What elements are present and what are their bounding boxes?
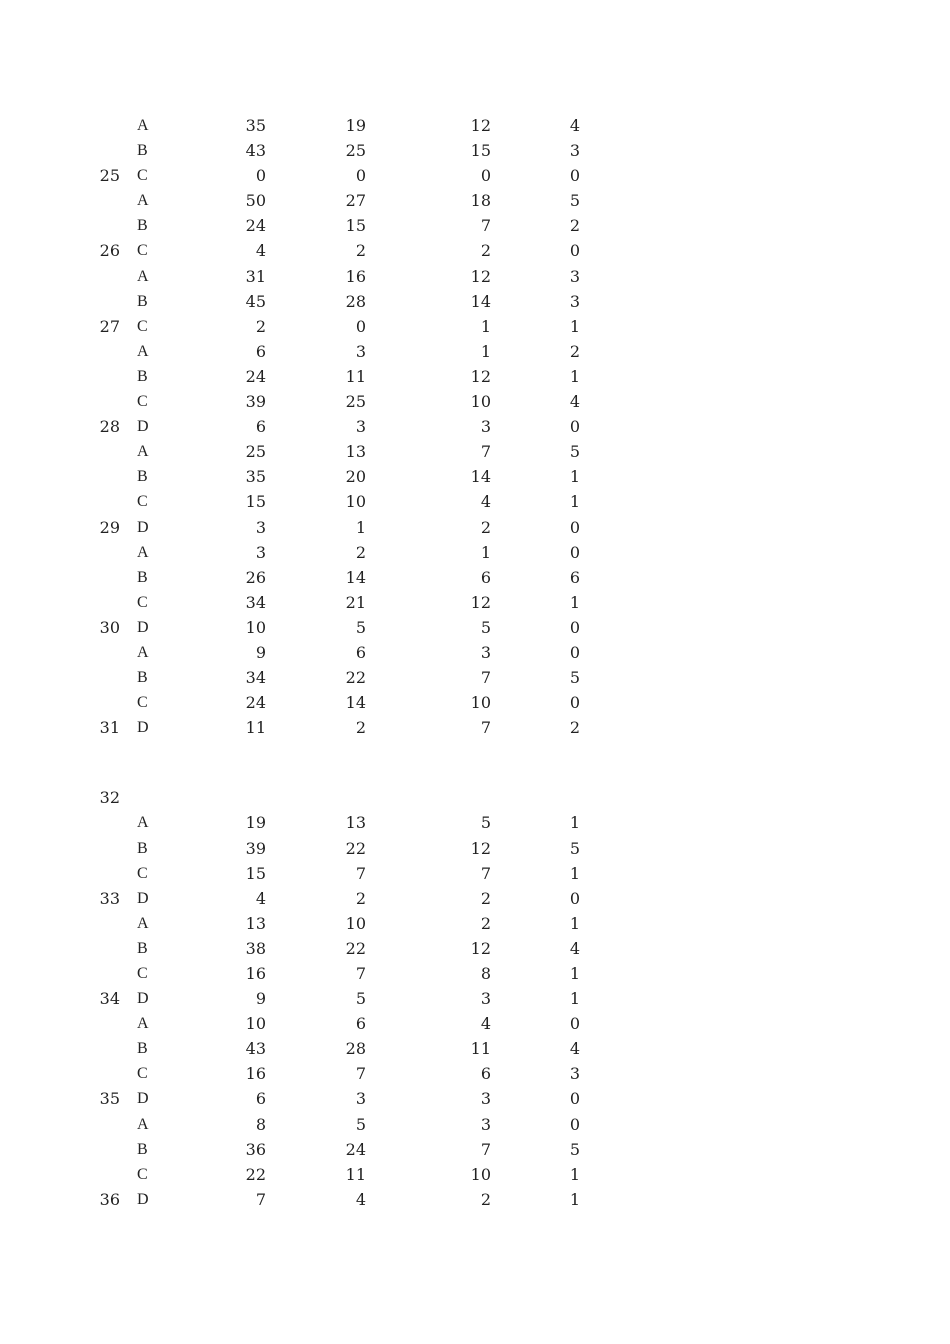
- value-cell-2: 16: [345, 266, 366, 286]
- table-row: [0, 715, 950, 740]
- data-table: [0, 113, 950, 1212]
- value-cell-2: 14: [345, 693, 366, 713]
- value-cell-1: 7: [255, 1189, 266, 1209]
- option-letter: C: [137, 393, 148, 411]
- table-row: [0, 138, 950, 163]
- value-cell-4: 1: [569, 467, 580, 487]
- table-row: [0, 961, 950, 986]
- table-row: [0, 911, 950, 936]
- value-cell-4: 5: [569, 838, 580, 858]
- value-cell-1: 35: [245, 116, 266, 135]
- option-letter: D: [137, 618, 149, 636]
- value-cell-1: 9: [255, 989, 266, 1009]
- value-cell-4: 1: [569, 813, 580, 833]
- value-cell-2: 11: [345, 366, 366, 386]
- option-letter: B: [137, 468, 148, 486]
- question-number: 34: [99, 989, 120, 1009]
- value-cell-2: 5: [355, 617, 366, 637]
- option-letter: D: [137, 1190, 149, 1208]
- value-cell-1: 34: [245, 592, 266, 612]
- value-cell-4: 0: [569, 693, 580, 713]
- value-cell-1: 0: [255, 166, 266, 186]
- question-number: 27: [99, 316, 120, 336]
- value-cell-4: 1: [569, 592, 580, 612]
- value-cell-2: 13: [345, 442, 366, 462]
- table-row: [0, 339, 950, 364]
- value-cell-4: 0: [569, 1014, 580, 1034]
- option-letter: D: [137, 719, 149, 737]
- value-cell-4: 1: [569, 863, 580, 883]
- value-cell-3: 8: [480, 964, 491, 983]
- value-cell-4: 1: [569, 1164, 580, 1184]
- value-cell-1: 26: [245, 567, 266, 587]
- value-cell-3: 3: [480, 1089, 491, 1109]
- option-letter: A: [137, 267, 149, 285]
- option-letter: C: [137, 694, 148, 712]
- question-number: 29: [99, 517, 120, 537]
- question-number: 28: [99, 417, 120, 437]
- table-row: [0, 886, 950, 911]
- table-row: [0, 1086, 950, 1111]
- table-row: [0, 389, 950, 414]
- value-cell-4: 4: [569, 938, 580, 958]
- value-cell-1: 13: [245, 913, 266, 933]
- value-cell-2: 11: [345, 1164, 366, 1184]
- value-cell-4: 5: [569, 191, 580, 211]
- value-cell-1: 6: [255, 417, 266, 437]
- option-letter: C: [137, 1165, 148, 1183]
- option-letter: A: [137, 543, 149, 561]
- value-cell-2: 2: [355, 241, 366, 261]
- value-cell-4: 0: [569, 888, 580, 908]
- value-cell-3: 10: [470, 1164, 491, 1184]
- table-row: [0, 364, 950, 389]
- value-cell-3: 15: [470, 141, 491, 161]
- table-row: [0, 1162, 950, 1187]
- value-cell-3: 12: [470, 266, 491, 286]
- value-cell-3: 12: [470, 938, 491, 958]
- value-cell-3: 12: [470, 116, 491, 135]
- table-row: [0, 615, 950, 640]
- value-cell-3: 18: [470, 191, 491, 211]
- question-number: 25: [99, 166, 120, 186]
- option-letter: D: [137, 889, 149, 907]
- table-row: [0, 590, 950, 615]
- value-cell-1: 4: [255, 888, 266, 908]
- option-letter: B: [137, 669, 148, 687]
- table-row: [0, 264, 950, 289]
- value-cell-2: 10: [345, 492, 366, 512]
- value-cell-2: 6: [355, 1014, 366, 1034]
- value-cell-2: 25: [345, 392, 366, 412]
- value-cell-3: 1: [480, 542, 491, 562]
- table-row: [0, 489, 950, 514]
- value-cell-2: 2: [355, 888, 366, 908]
- table-row: [0, 936, 950, 961]
- value-cell-4: 0: [569, 1089, 580, 1109]
- value-cell-1: 45: [245, 291, 266, 311]
- table-row: [0, 113, 950, 138]
- value-cell-3: 2: [480, 913, 491, 933]
- value-cell-3: 3: [480, 417, 491, 437]
- option-letter: A: [137, 1015, 149, 1033]
- value-cell-1: 35: [245, 467, 266, 487]
- value-cell-2: 20: [345, 467, 366, 487]
- table-row: [0, 1036, 950, 1061]
- option-letter: D: [137, 418, 149, 436]
- value-cell-3: 2: [480, 517, 491, 537]
- value-cell-2: 28: [345, 291, 366, 311]
- table-row: [0, 464, 950, 489]
- value-cell-3: 12: [470, 838, 491, 858]
- table-row: [0, 163, 950, 188]
- option-letter: C: [137, 1065, 148, 1083]
- table-row: [0, 861, 950, 886]
- value-cell-3: 7: [480, 442, 491, 462]
- option-letter: C: [137, 167, 148, 185]
- value-cell-3: 3: [480, 1114, 491, 1134]
- value-cell-1: 25: [245, 442, 266, 462]
- option-letter: B: [137, 1140, 148, 1158]
- table-row: [0, 665, 950, 690]
- value-cell-1: 24: [245, 216, 266, 236]
- option-letter: D: [137, 990, 149, 1008]
- value-cell-2: 0: [355, 316, 366, 336]
- value-cell-2: 7: [355, 964, 366, 983]
- option-letter: C: [137, 242, 148, 260]
- option-letter: B: [137, 1040, 148, 1058]
- option-letter: A: [137, 342, 149, 360]
- value-cell-2: 3: [355, 1089, 366, 1109]
- option-letter: D: [137, 1090, 149, 1108]
- value-cell-2: 22: [345, 838, 366, 858]
- value-cell-2: 24: [345, 1139, 366, 1159]
- table-row: [0, 238, 950, 263]
- value-cell-3: 2: [480, 241, 491, 261]
- value-cell-2: 7: [355, 1064, 366, 1084]
- value-cell-1: 9: [255, 642, 266, 662]
- value-cell-3: 0: [480, 166, 491, 186]
- value-cell-2: 22: [345, 938, 366, 958]
- value-cell-4: 1: [569, 1189, 580, 1209]
- option-letter: B: [137, 292, 148, 310]
- option-letter: B: [137, 217, 148, 235]
- value-cell-4: 0: [569, 517, 580, 537]
- table-row: [0, 414, 950, 439]
- value-cell-4: 0: [569, 617, 580, 637]
- value-cell-3: 14: [470, 291, 491, 311]
- value-cell-3: 3: [480, 989, 491, 1009]
- value-cell-2: 28: [345, 1039, 366, 1059]
- value-cell-2: 5: [355, 989, 366, 1009]
- value-cell-1: 2: [255, 316, 266, 336]
- option-letter: C: [137, 864, 148, 882]
- value-cell-4: 3: [569, 266, 580, 286]
- value-cell-4: 1: [569, 989, 580, 1009]
- option-letter: A: [137, 914, 149, 932]
- option-letter: B: [137, 367, 148, 385]
- value-cell-4: 6: [569, 567, 580, 587]
- value-cell-2: 21: [345, 592, 366, 612]
- value-cell-1: 22: [245, 1164, 266, 1184]
- table-row: [0, 1187, 950, 1212]
- value-cell-3: 12: [470, 366, 491, 386]
- value-cell-3: 4: [480, 492, 491, 512]
- option-letter: A: [137, 192, 149, 210]
- value-cell-4: 1: [569, 964, 580, 983]
- value-cell-3: 2: [480, 1189, 491, 1209]
- value-cell-2: 22: [345, 668, 366, 688]
- value-cell-2: 27: [345, 191, 366, 211]
- value-cell-1: 36: [245, 1139, 266, 1159]
- question-number: 26: [99, 241, 120, 261]
- value-cell-2: 3: [355, 417, 366, 437]
- value-cell-1: 34: [245, 668, 266, 688]
- value-cell-4: 0: [569, 417, 580, 437]
- table-row: [0, 213, 950, 238]
- value-cell-4: 0: [569, 241, 580, 261]
- value-cell-3: 3: [480, 642, 491, 662]
- value-cell-1: 11: [245, 718, 266, 738]
- table-row: [0, 439, 950, 464]
- value-cell-3: 5: [480, 813, 491, 833]
- option-letter: A: [137, 117, 149, 134]
- value-cell-2: 15: [345, 216, 366, 236]
- value-cell-3: 5: [480, 617, 491, 637]
- value-cell-1: 24: [245, 693, 266, 713]
- option-letter: A: [137, 443, 149, 461]
- value-cell-4: 4: [569, 116, 580, 135]
- value-cell-4: 2: [569, 216, 580, 236]
- value-cell-3: 6: [480, 567, 491, 587]
- table-row: [0, 640, 950, 665]
- question-number: 35: [99, 1089, 120, 1109]
- value-cell-1: 10: [245, 1014, 266, 1034]
- table-row: [0, 1011, 950, 1036]
- value-cell-4: 4: [569, 1039, 580, 1059]
- value-cell-1: 16: [245, 964, 266, 983]
- value-cell-3: 4: [480, 1014, 491, 1034]
- value-cell-4: 5: [569, 1139, 580, 1159]
- value-cell-4: 0: [569, 642, 580, 662]
- value-cell-2: 0: [355, 166, 366, 186]
- table-row: [0, 810, 950, 835]
- value-cell-4: 1: [569, 316, 580, 336]
- value-cell-4: 0: [569, 166, 580, 186]
- value-cell-1: 15: [245, 492, 266, 512]
- value-cell-4: 5: [569, 442, 580, 462]
- value-cell-1: 43: [245, 1039, 266, 1059]
- table-row: [0, 314, 950, 339]
- value-cell-2: 7: [355, 863, 366, 883]
- option-letter: B: [137, 568, 148, 586]
- question-number: 32: [99, 788, 120, 808]
- value-cell-1: 6: [255, 341, 266, 361]
- value-cell-3: 14: [470, 467, 491, 487]
- value-cell-1: 31: [245, 266, 266, 286]
- value-cell-2: 25: [345, 141, 366, 161]
- table-row: [0, 565, 950, 590]
- value-cell-3: 10: [470, 392, 491, 412]
- table-row: [0, 1061, 950, 1086]
- value-cell-4: 3: [569, 291, 580, 311]
- value-cell-3: 1: [480, 341, 491, 361]
- value-cell-2: 2: [355, 542, 366, 562]
- value-cell-3: 1: [480, 316, 491, 336]
- table-row: [0, 785, 950, 810]
- value-cell-3: 7: [480, 216, 491, 236]
- value-cell-3: 7: [480, 668, 491, 688]
- table-row: [0, 986, 950, 1011]
- value-cell-1: 15: [245, 863, 266, 883]
- value-cell-4: 2: [569, 718, 580, 738]
- value-cell-4: 3: [569, 1064, 580, 1084]
- value-cell-4: 0: [569, 1114, 580, 1134]
- value-cell-2: 2: [355, 718, 366, 738]
- value-cell-1: 8: [255, 1114, 266, 1134]
- question-number: 33: [99, 888, 120, 908]
- value-cell-1: 6: [255, 1089, 266, 1109]
- table-row: [0, 1112, 950, 1137]
- option-letter: C: [137, 965, 148, 982]
- table-row: [0, 515, 950, 540]
- value-cell-2: 6: [355, 642, 366, 662]
- value-cell-1: 50: [245, 191, 266, 211]
- value-cell-4: 1: [569, 366, 580, 386]
- table-row: [0, 289, 950, 314]
- table-row: [0, 1137, 950, 1162]
- value-cell-2: 1: [355, 517, 366, 537]
- table-row: [0, 690, 950, 715]
- value-cell-1: 16: [245, 1064, 266, 1084]
- value-cell-3: 7: [480, 863, 491, 883]
- value-cell-2: 13: [345, 813, 366, 833]
- value-cell-4: 3: [569, 141, 580, 161]
- value-cell-4: 4: [569, 392, 580, 412]
- value-cell-3: 11: [470, 1039, 491, 1059]
- option-letter: C: [137, 317, 148, 335]
- option-letter: B: [137, 939, 148, 957]
- option-letter: C: [137, 493, 148, 511]
- value-cell-1: 38: [245, 938, 266, 958]
- value-cell-3: 2: [480, 888, 491, 908]
- value-cell-1: 10: [245, 617, 266, 637]
- option-letter: B: [137, 142, 148, 160]
- value-cell-4: 1: [569, 492, 580, 512]
- value-cell-4: 0: [569, 542, 580, 562]
- value-cell-4: 1: [569, 913, 580, 933]
- option-letter: A: [137, 643, 149, 661]
- value-cell-2: 10: [345, 913, 366, 933]
- value-cell-2: 14: [345, 567, 366, 587]
- value-cell-3: 12: [470, 592, 491, 612]
- value-cell-2: 3: [355, 341, 366, 361]
- question-number: 30: [99, 617, 120, 637]
- value-cell-1: 39: [245, 392, 266, 412]
- value-cell-3: 10: [470, 693, 491, 713]
- value-cell-3: 7: [480, 718, 491, 738]
- value-cell-1: 3: [255, 542, 266, 562]
- option-letter: A: [137, 814, 149, 832]
- value-cell-1: 3: [255, 517, 266, 537]
- option-letter: C: [137, 593, 148, 611]
- value-cell-2: 5: [355, 1114, 366, 1134]
- value-cell-1: 43: [245, 141, 266, 161]
- question-number: 36: [99, 1189, 120, 1209]
- table-row: [0, 188, 950, 213]
- value-cell-3: 7: [480, 1139, 491, 1159]
- option-letter: B: [137, 839, 148, 857]
- option-letter: A: [137, 1115, 149, 1133]
- value-cell-1: 4: [255, 241, 266, 261]
- value-cell-2: 4: [355, 1189, 366, 1209]
- value-cell-3: 6: [480, 1064, 491, 1084]
- table-row: [0, 540, 950, 565]
- value-cell-1: 24: [245, 366, 266, 386]
- question-number: 31: [99, 718, 120, 738]
- value-cell-2: 19: [345, 116, 366, 135]
- option-letter: D: [137, 518, 149, 536]
- value-cell-4: 5: [569, 668, 580, 688]
- table-row: [0, 836, 950, 861]
- value-cell-1: 39: [245, 838, 266, 858]
- value-cell-1: 19: [245, 813, 266, 833]
- row-spacer: [0, 740, 950, 785]
- value-cell-4: 2: [569, 341, 580, 361]
